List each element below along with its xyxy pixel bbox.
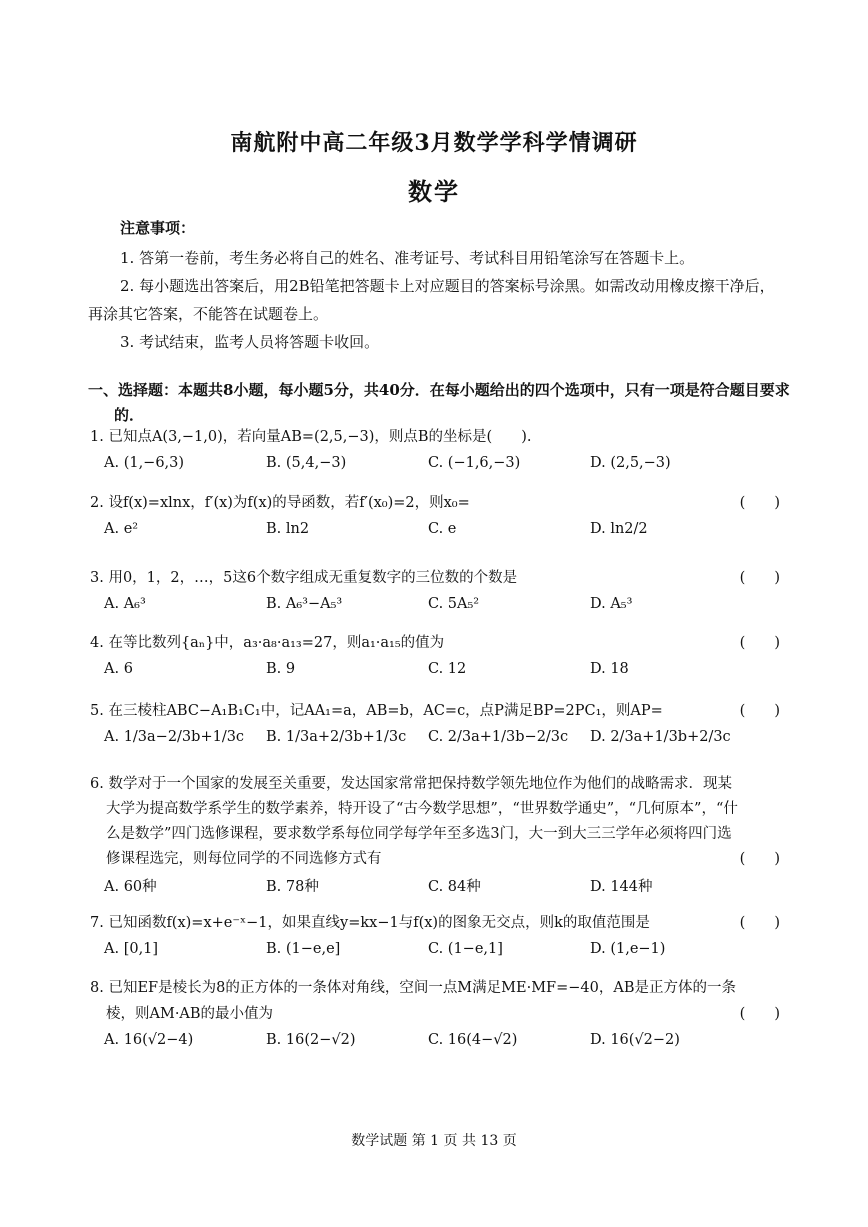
option-c[interactable]: C. 16(4−√2): [428, 1032, 518, 1048]
question-3: [90, 565, 786, 619]
option-a[interactable]: A. [0,1]: [104, 941, 159, 957]
option-d[interactable]: D. 18: [590, 661, 629, 677]
option-c[interactable]: C. (−1,6,−3): [428, 455, 521, 471]
option-c[interactable]: C. e: [428, 521, 457, 537]
question-stem: 4. 在等比数列{aₙ}中，a₃·a₈·a₁₃=27，则a₁·a₁₅的值为: [90, 635, 445, 651]
notice-item-2: 2. 每小题选出答案后，用2B铅笔把答题卡上对应题目的答案标号涂黑。如需改动用橡皮擦干净后，再涂其它答案，不能答在试题卷上。: [88, 277, 775, 323]
option-c[interactable]: C. 84种: [428, 879, 481, 895]
answer-paren: ( ): [739, 570, 780, 586]
option-b[interactable]: B. (1−e,e]: [266, 941, 341, 957]
question-stem: 8. 已知EF是棱长为8的正方体的一条体对角线，空间一点M满足ME·MF=−40，AB是正方体的一条棱，则AM·AB的最小值为: [90, 980, 736, 1022]
options: [90, 516, 786, 544]
question-stem: 7. 已知函数f(x)=x+e⁻ˣ−1，如果直线y=kx−1与f(x)的图象无交点，则k的取值范围是: [90, 915, 650, 931]
question-6: [90, 772, 786, 903]
option-a[interactable]: A. 1/3a−2/3b+1/3c: [104, 729, 245, 745]
question-stem: 3. 用0，1，2，…，5这6个数字组成无重复数字的三位数的个数是: [90, 570, 518, 586]
options: [90, 724, 786, 752]
option-d[interactable]: D. 144种: [590, 879, 653, 895]
options: [90, 591, 786, 619]
option-b[interactable]: B. 9: [266, 661, 296, 677]
question-8: [90, 975, 786, 1055]
option-b[interactable]: B. 78种: [266, 879, 319, 895]
question-2: [90, 490, 786, 544]
subject-title: 数学: [408, 177, 460, 206]
option-b[interactable]: B. 1/3a+2/3b+1/3c: [266, 729, 407, 745]
option-d[interactable]: D. ln2/2: [590, 521, 648, 537]
question-stem: 6. 数学对于一个国家的发展至关重要，发达国家常常把保持数学领先地位作为他们的战略需求．现某大学为提高数学系学生的数学素养，特开设了“古今数学思想”，“世界数学通史”，“几何原本”，“什么是数学”四门选修课程，要求数学系每位同学每学年至多选3门，大一到大三三学年必须将四门选修课程选完，则每位同学的不同选修方式有: [90, 776, 738, 867]
answer-paren: ( ): [739, 915, 780, 931]
options: [90, 450, 786, 478]
question-5: [90, 698, 786, 752]
option-b[interactable]: B. (5,4,−3): [266, 455, 347, 471]
option-c[interactable]: C. 5A₅²: [428, 596, 480, 612]
options: [90, 936, 786, 964]
option-d[interactable]: D. (2,5,−3): [590, 455, 671, 471]
option-b[interactable]: B. ln2: [266, 521, 310, 537]
answer-paren: ( ): [739, 635, 780, 651]
question-stem: 2. 设f(x)=xlnx，f′(x)为f(x)的导函数，若f′(x₀)=2，则x₀=: [90, 495, 470, 511]
question-7: [90, 910, 786, 964]
exam-title: 南航附中高二年级3月数学学科学情调研: [230, 130, 638, 156]
question-stem: 1. 已知点A(3,−1,0)，若向量AB=(2,5,−3)，则点B的坐标是( ).: [90, 429, 532, 445]
option-c[interactable]: C. 2/3a+1/3b−2/3c: [428, 729, 569, 745]
notice-item-3: 3. 考试结束，监考人员将答题卡收回。: [120, 333, 380, 351]
option-a[interactable]: A. 60种: [104, 879, 157, 895]
answer-paren: ( ): [739, 851, 780, 867]
answer-paren: ( ): [739, 1006, 780, 1022]
option-a[interactable]: A. 6: [104, 661, 133, 677]
notice-item-1: 1. 答第一卷前，考生务必将自己的姓名、准考证号、考试科目用铅笔涂写在答题卡上。: [120, 249, 695, 267]
option-c[interactable]: C. (1−e,1]: [428, 941, 503, 957]
question-stem: 5. 在三棱柱ABC−A₁B₁C₁中，记AA₁=a，AB=b，AC=c，点P满足BP=2PC₁，则AP=: [90, 703, 663, 719]
option-b[interactable]: B. 16(2−√2): [266, 1032, 356, 1048]
option-d[interactable]: D. (1,e−1): [590, 941, 666, 957]
option-a[interactable]: A. (1,−6,3): [104, 455, 185, 471]
options: [90, 656, 786, 684]
answer-paren: ( ): [739, 703, 780, 719]
answer-paren: ( ): [739, 495, 780, 511]
option-d[interactable]: D. 16(√2−2): [590, 1032, 680, 1048]
option-c[interactable]: C. 12: [428, 661, 467, 677]
notice-heading: 注意事项：: [120, 219, 196, 237]
option-a[interactable]: A. 16(√2−4): [104, 1032, 194, 1048]
options: [90, 875, 786, 903]
question-4: [90, 630, 786, 684]
page-footer: 数学试题 第 1 页 共 13 页: [351, 1133, 517, 1149]
options: [90, 1027, 786, 1055]
option-d[interactable]: D. 2/3a+1/3b+2/3c: [590, 729, 731, 745]
option-d[interactable]: D. A₅³: [590, 596, 633, 612]
option-a[interactable]: A. e²: [104, 521, 139, 537]
option-b[interactable]: B. A₆³−A₅³: [266, 596, 343, 612]
option-a[interactable]: A. A₆³: [104, 596, 146, 612]
section-heading: 一、选择题：本题共8小题，每小题5分，共40分．在每小题给出的四个选项中，只有一项是符合题目要求的．: [88, 381, 790, 424]
question-1: [90, 424, 786, 478]
